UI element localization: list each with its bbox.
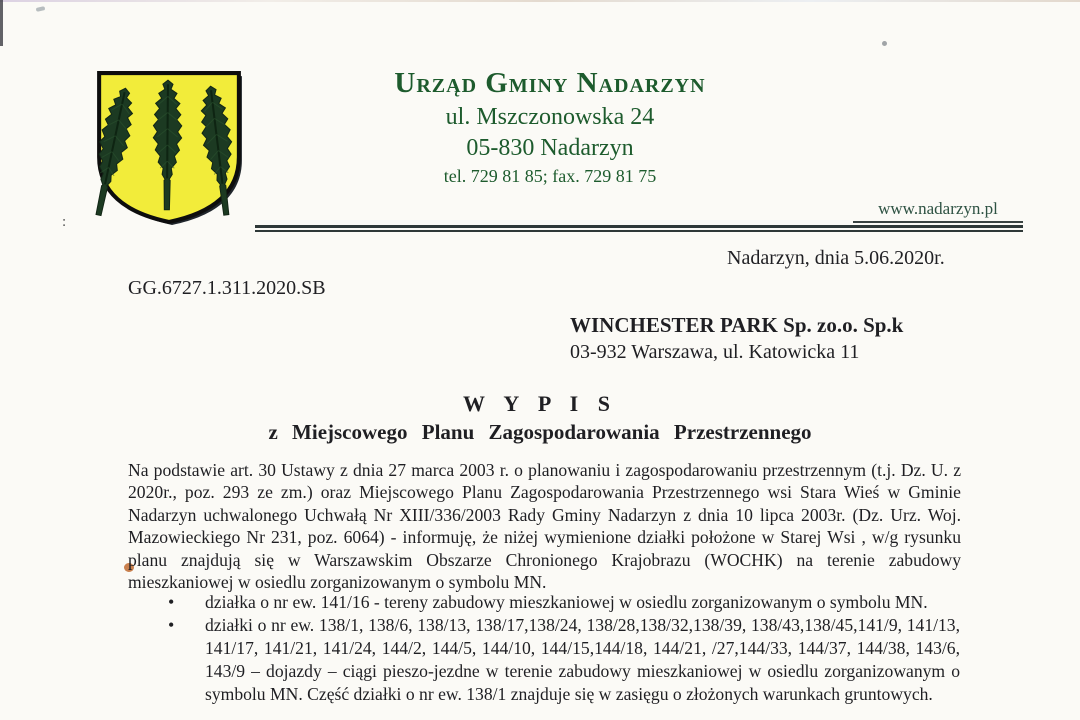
scan-speck-artifact: : <box>62 214 67 230</box>
scan-speck-artifact <box>882 41 887 46</box>
scan-speck-artifact <box>36 6 46 12</box>
recipient-name: WINCHESTER PARK Sp. zo.o. Sp.k <box>570 313 904 337</box>
bullet-icon <box>168 591 205 614</box>
plot-list <box>168 591 960 706</box>
reference-number: GG.6727.1.311.2020.SB <box>128 277 326 299</box>
recipient-address: 03-932 Warszawa, ul. Katowicka 11 <box>570 341 860 363</box>
list-item-text: działki o nr ew. 138/1, 138/6, 138/13, 138/17,138/24, 138/28,138/32,138/39, 138/43,138/45,141/9, 141/13, 141/17, 141/21, 141/24, 144/2, 144/5, 144/10, 144/15,144/18, 144/21, /27,144/33, 144/37, 144/38, 143/6, 143/9 – dojazdy – ciągi pieszo-jezdne w terenie zabudowy mieszkaniowej w osiedlu zorganizowanym o symbolu MN. Część działki o nr ew. 138/1 znajduje się w zasięgu o złożonych warunkach gruntowych. <box>205 615 960 704</box>
document-title: W Y P I S <box>463 391 617 416</box>
org-address-street: ul. Mszczonowska 24 <box>445 104 655 130</box>
header-divider-rule <box>255 225 1023 232</box>
list-item <box>168 591 960 614</box>
letterhead <box>310 64 790 188</box>
list-item <box>168 614 960 706</box>
org-address-city: 05-830 Nadarzyn <box>466 135 634 161</box>
document-subtitle: z Miejscowego Planu Zagospodarowania Przestrzennego <box>268 420 812 444</box>
nadarzyn-coat-of-arms-icon <box>92 68 246 228</box>
org-phone-fax: tel. 729 81 85; fax. 729 81 75 <box>443 166 657 186</box>
scan-edge-artifact <box>0 0 1080 2</box>
document-date: Nadarzyn, dnia 5.06.2020r. <box>727 247 945 269</box>
bullet-icon <box>168 614 205 637</box>
scan-edge-artifact <box>0 0 3 46</box>
body-paragraph: Na podstawie art. 30 Ustawy z dnia 27 marca 2003 r. o planowaniu i zagospodarowaniu przestrzennym (t.j. Dz. U. z 2020r., poz. 293 ze zm.) oraz Miejscowego Planu Zagospodarowania Przestrzennego wsi Stara Wieś w Gminie Nadarzyn uchwalonego Uchwałą Nr XIII/336/2003 Rady Gminy Nadarzyn z dnia 10 lipca 2003r. (Dz. Urz. Woj. Mazowieckiego Nr 231, poz. 6064) - informuję, że niżej wymienione działki położone w Starej Wsi , w/g rysunku planu znajdują się w Warszawskim Obszarze Chronionego Krajobrazu (WOCHK) na terenie zabudowy mieszkaniowej w osiedlu zorganizowanym o symbolu MN. <box>128 460 961 593</box>
org-website: www.nadarzyn.pl <box>853 199 1023 223</box>
org-name: Urząd Gminy Nadarzyn <box>394 67 706 99</box>
list-item-text: działka o nr ew. 141/16 - tereny zabudowy mieszkaniowej w osiedlu zorganizowanym o symbolu MN. <box>205 592 928 612</box>
